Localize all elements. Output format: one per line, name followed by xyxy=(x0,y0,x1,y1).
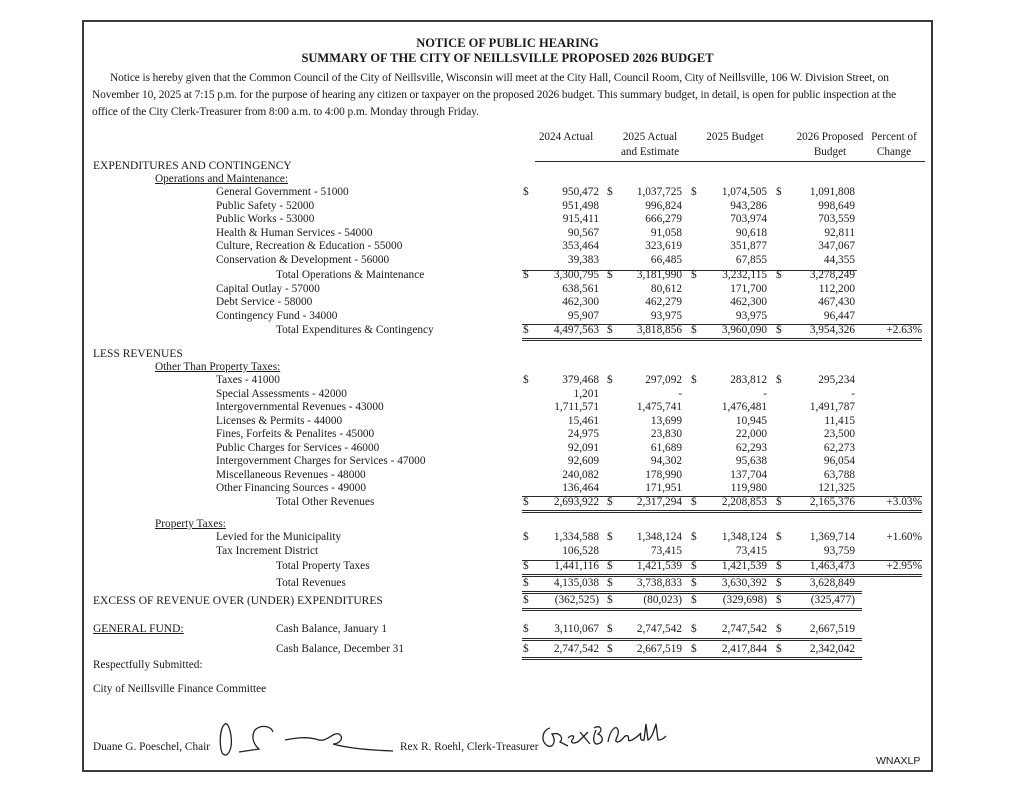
currency-symbol: $ xyxy=(776,496,782,508)
cell-col4: 112,200 xyxy=(818,282,855,295)
chair-name: Duane G. Poeschel, Chair xyxy=(93,741,211,753)
cell-col1: 3,300,795 xyxy=(553,269,599,281)
finance-committee: City of Neillsville Finance Committee xyxy=(93,683,267,695)
row-label: Intergovernmental Revenues - 43000 xyxy=(216,401,384,413)
cell-col1: 915,411 xyxy=(562,213,599,225)
currency-symbol: $ xyxy=(776,186,782,198)
row-label: Cash Balance, December 31 xyxy=(276,643,404,655)
cell-col1: 1,201 xyxy=(573,387,599,400)
currency-symbol: $ xyxy=(691,186,697,198)
row-label: Other Financing Sources - 49000 xyxy=(216,482,366,494)
cell-col4: 467,430 xyxy=(818,296,855,308)
cell-col2: 73,415 xyxy=(650,545,682,557)
cell-col3: 95,638 xyxy=(735,455,767,467)
currency-symbol: $ xyxy=(523,496,529,508)
cell-col2: 93,975 xyxy=(650,309,682,322)
currency-symbol: $ xyxy=(607,186,613,198)
cell-col2: 3,738,833 xyxy=(636,577,682,589)
cell-col3: 1,074,505 xyxy=(721,186,767,198)
notice-paragraph-line2: November 10, 2025 at 7:15 p.m. for the purpose of hearing any citizen or taxpayer on the proposed 2026 budget. This summary budget, in detail, is open for public inspection at the xyxy=(92,89,897,101)
cell-col3: 93,975 xyxy=(735,309,767,322)
clerk-name: Rex R. Roehl, Clerk-Treasurer xyxy=(400,741,539,753)
cell-col4: 2,342,042 xyxy=(809,643,855,655)
currency-symbol: $ xyxy=(776,374,782,386)
cell-col2: 2,317,294 xyxy=(636,496,682,508)
cell-col1: 950,472 xyxy=(562,186,599,198)
cell-col3: 62,293 xyxy=(735,441,767,454)
row-label: Fines, Forfeits & Penalites - 45000 xyxy=(216,428,375,440)
cell-col2: 1,475,741 xyxy=(636,401,682,413)
cell-col3: 22,000 xyxy=(735,428,767,440)
chair-signature-icon xyxy=(215,718,395,763)
currency-symbol: $ xyxy=(691,324,697,336)
cell-col2: 666,279 xyxy=(645,213,682,225)
cell-col4: 93,759 xyxy=(823,545,855,557)
currency-symbol: $ xyxy=(776,269,782,281)
row-label: Cash Balance, January 1 xyxy=(276,623,388,635)
row-label: Total Property Taxes xyxy=(276,560,370,572)
currency-symbol: $ xyxy=(607,560,613,572)
cell-col3: 3,232,115 xyxy=(722,269,767,281)
cell-col2: 1,037,725 xyxy=(636,186,682,198)
currency-symbol: $ xyxy=(691,269,697,281)
cell-percent-change: +3.03% xyxy=(886,496,922,508)
cell-col1: 136,464 xyxy=(562,482,599,494)
cell-col3: - xyxy=(763,387,767,400)
row-label: Contingency Fund - 34000 xyxy=(216,309,338,322)
notice-subtitle: SUMMARY OF THE CITY OF NEILLSVILLE PROPOSED 2026 BUDGET xyxy=(301,51,714,65)
cell-col2: 23,830 xyxy=(650,428,682,440)
cell-col1: 4,497,563 xyxy=(553,324,599,336)
cell-col3: 703,974 xyxy=(730,213,767,225)
currency-symbol: $ xyxy=(776,324,782,336)
currency-symbol: $ xyxy=(691,623,697,635)
currency-symbol: $ xyxy=(607,594,613,606)
row-label: General Government - 51000 xyxy=(216,186,349,198)
section-excess: EXCESS OF REVENUE OVER (UNDER) EXPENDITURES xyxy=(93,595,383,607)
cell-col3: 3,960,090 xyxy=(721,324,767,336)
col-header-percent-change: Percent of Change xyxy=(871,131,917,158)
cell-col4: 11,415 xyxy=(824,414,855,427)
currency-symbol: $ xyxy=(776,560,782,572)
cell-col2: 2,747,542 xyxy=(636,623,682,635)
currency-symbol: $ xyxy=(523,324,529,336)
cell-col2: 1,348,124 xyxy=(636,531,682,543)
row-label: Conservation & Development - 56000 xyxy=(216,253,390,266)
row-label: Miscellaneous Revenues - 48000 xyxy=(216,468,366,481)
cell-col4: - xyxy=(851,387,855,400)
cell-col4: 63,788 xyxy=(823,468,855,481)
subsection-ops-maint: Operations and Maintenance: xyxy=(155,173,289,185)
cell-percent-change: +2.95% xyxy=(886,560,922,572)
notice-title: NOTICE OF PUBLIC HEARING xyxy=(416,36,599,50)
cell-col3: 283,812 xyxy=(730,374,767,386)
currency-symbol: $ xyxy=(607,577,613,589)
cell-col2: 2,667,519 xyxy=(636,643,682,655)
cell-col1: 106,528 xyxy=(562,545,599,557)
cell-col4: 998,649 xyxy=(818,199,855,212)
cell-col2: 13,699 xyxy=(650,414,682,427)
currency-symbol: $ xyxy=(607,531,613,543)
cell-col2: 91,058 xyxy=(650,226,682,239)
cell-col1: 353,464 xyxy=(562,240,599,252)
publication-code: WNAXLP xyxy=(876,755,921,767)
currency-symbol: $ xyxy=(523,643,529,655)
currency-symbol: $ xyxy=(691,531,697,543)
cell-col2: 3,181,990 xyxy=(636,269,682,281)
cell-col2: 323,619 xyxy=(645,240,682,252)
cell-col4: 3,954,326 xyxy=(809,324,855,336)
cell-col3: 943,286 xyxy=(730,199,767,212)
row-label: Total Revenues xyxy=(276,577,346,589)
cell-col3: 2,417,844 xyxy=(721,643,767,655)
row-label: Taxes - 41000 xyxy=(216,374,280,386)
double-rule-cash-dec xyxy=(522,657,862,660)
double-rule-total-rev xyxy=(522,591,862,594)
cell-col4: 1,091,808 xyxy=(809,186,855,198)
cell-col3: 1,476,481 xyxy=(721,401,767,413)
cell-col4: 1,369,714 xyxy=(809,531,855,543)
cell-col1: 24,975 xyxy=(567,428,599,440)
row-label: Total Expenditures & Contingency xyxy=(276,324,434,336)
cell-col1: 92,609 xyxy=(567,455,599,467)
currency-symbol: $ xyxy=(776,623,782,635)
cell-col3: 1,421,539 xyxy=(721,560,767,572)
cell-col4: 3,278,249 xyxy=(809,269,855,281)
cell-col1: 638,561 xyxy=(562,282,599,295)
row-label: Tax Increment District xyxy=(216,545,319,557)
cell-col4: 23,500 xyxy=(823,428,855,440)
notice-paragraph-line1: Notice is hereby given that the Common Council of the City of Neillsville, Wisconsin will meet at the City Hall, Council Room, City of Neillsville, 106 W. Division Street, on xyxy=(110,72,889,84)
currency-symbol: $ xyxy=(607,324,613,336)
cell-col3: 171,700 xyxy=(730,282,767,295)
currency-symbol: $ xyxy=(607,374,613,386)
cell-col4: 62,273 xyxy=(823,441,855,454)
double-rule-cash-jan xyxy=(522,638,862,641)
currency-symbol: $ xyxy=(776,643,782,655)
cell-col1: 3,110,067 xyxy=(554,623,599,635)
cell-col4: 1,463,473 xyxy=(809,560,855,572)
currency-symbol: $ xyxy=(691,560,697,572)
row-label: Public Works - 53000 xyxy=(216,213,315,225)
currency-symbol: $ xyxy=(523,577,529,589)
cell-col1: (362,525) xyxy=(554,594,599,606)
subsection-property-taxes: Property Taxes: xyxy=(155,518,226,530)
currency-symbol: $ xyxy=(776,594,782,606)
cell-col3: 2,747,542 xyxy=(721,623,767,635)
cell-col4: (325,477) xyxy=(810,594,855,606)
double-rule-total-exp xyxy=(522,338,922,341)
cell-col3: 90,618 xyxy=(735,226,767,239)
rule-before-total-exp xyxy=(522,324,922,325)
subsection-other-than-property: Other Than Property Taxes: xyxy=(155,361,281,373)
cell-percent-change: +2.63% xyxy=(886,324,922,336)
cell-col4: 295,234 xyxy=(818,374,855,386)
cell-col3: 462,300 xyxy=(730,296,767,308)
currency-symbol: $ xyxy=(776,531,782,543)
col-header-2025-actual-estimate: 2025 Actual and Estimate xyxy=(620,131,680,158)
cell-col1: 2,693,922 xyxy=(553,496,599,508)
col-header-2025-budget: 2025 Budget xyxy=(706,131,764,143)
cell-col1: 39,383 xyxy=(567,253,599,266)
cell-col1: 15,461 xyxy=(567,414,599,427)
cell-col3: 2,208,853 xyxy=(721,496,767,508)
cell-col1: 1,441,116 xyxy=(554,560,599,572)
currency-symbol: $ xyxy=(691,496,697,508)
cell-col2: 1,421,539 xyxy=(636,560,682,572)
cell-col4: 2,667,519 xyxy=(809,623,855,635)
currency-symbol: $ xyxy=(523,531,529,543)
currency-symbol: $ xyxy=(523,186,529,198)
cell-col4: 2,165,376 xyxy=(809,496,855,508)
cell-col1: 951,498 xyxy=(562,199,599,212)
row-label: Public Safety - 52000 xyxy=(216,199,315,212)
cell-col2: 996,824 xyxy=(645,199,682,212)
currency-symbol: $ xyxy=(523,623,529,635)
cell-col1: 240,082 xyxy=(562,468,599,481)
cell-col1: 379,468 xyxy=(562,374,599,386)
double-rule-total-prop xyxy=(522,574,922,577)
currency-symbol: $ xyxy=(691,374,697,386)
row-label: Special Assessments - 42000 xyxy=(216,387,347,400)
cell-col4: 1,491,787 xyxy=(809,401,855,413)
currency-symbol: $ xyxy=(607,623,613,635)
double-rule-total-other xyxy=(522,510,922,513)
row-label: Debt Service - 58000 xyxy=(216,296,313,308)
cell-col4: 92,811 xyxy=(824,226,855,239)
currency-symbol: $ xyxy=(691,643,697,655)
cell-col4: 121,325 xyxy=(818,482,855,494)
row-label: Culture, Recreation & Education - 55000 xyxy=(216,240,403,252)
cell-col1: 95,907 xyxy=(567,309,599,322)
section-expenditures: EXPENDITURES AND CONTINGENCY xyxy=(93,160,292,172)
currency-symbol: $ xyxy=(691,577,697,589)
cell-col3: 137,704 xyxy=(730,468,767,481)
row-label: Levied for the Municipality xyxy=(216,531,342,543)
cell-col3: 10,945 xyxy=(735,414,767,427)
cell-col4: 96,447 xyxy=(823,309,855,322)
cell-col4: 44,355 xyxy=(823,253,855,266)
clerk-signature-icon xyxy=(538,720,668,756)
cell-col1: 92,091 xyxy=(567,441,599,454)
rule-before-total-other xyxy=(522,496,922,497)
row-label: Health & Human Services - 54000 xyxy=(216,226,373,239)
cell-percent-change: +1.60% xyxy=(886,531,922,543)
cell-col3: 67,855 xyxy=(735,253,767,266)
cell-col4: 347,067 xyxy=(818,240,855,252)
cell-col2: 66,485 xyxy=(650,253,682,266)
row-label: Total Other Revenues xyxy=(276,496,375,508)
currency-symbol: $ xyxy=(607,643,613,655)
header-underline xyxy=(535,161,925,162)
currency-symbol: $ xyxy=(523,560,529,572)
section-less-revenues: LESS REVENUES xyxy=(93,348,183,360)
currency-symbol: $ xyxy=(607,496,613,508)
cell-col3: 3,630,392 xyxy=(721,577,767,589)
cell-col1: 90,567 xyxy=(567,226,599,239)
rule-before-total-om xyxy=(522,270,857,271)
currency-symbol: $ xyxy=(523,594,529,606)
currency-symbol: $ xyxy=(607,269,613,281)
currency-symbol: $ xyxy=(691,594,697,606)
row-label: Capital Outlay - 57000 xyxy=(216,282,320,295)
row-label: Intergovernment Charges for Services - 47000 xyxy=(216,455,426,467)
respectfully-submitted: Respectfully Submitted: xyxy=(93,659,203,671)
cell-col2: (80,023) xyxy=(643,594,682,606)
cell-col1: 1,334,588 xyxy=(553,531,599,543)
cell-col2: - xyxy=(678,387,682,400)
cell-col2: 178,990 xyxy=(645,468,682,481)
cell-col3: 119,980 xyxy=(730,482,767,494)
cell-col3: 73,415 xyxy=(735,545,767,557)
row-label: Public Charges for Services - 46000 xyxy=(216,441,380,454)
cell-col4: 3,628,849 xyxy=(809,577,855,589)
row-label: Total Operations & Maintenance xyxy=(276,269,425,281)
cell-col3: 1,348,124 xyxy=(721,531,767,543)
cell-col2: 61,689 xyxy=(650,441,682,454)
cell-col2: 80,612 xyxy=(650,282,682,295)
cell-col2: 3,818,856 xyxy=(636,324,682,336)
cell-col4: 703,559 xyxy=(818,213,855,225)
section-general-fund: GENERAL FUND: xyxy=(93,623,184,635)
cell-col2: 297,092 xyxy=(645,374,682,386)
cell-col1: 462,300 xyxy=(562,296,599,308)
cell-col1: 1,711,571 xyxy=(554,401,599,413)
double-rule-excess xyxy=(522,608,862,611)
currency-symbol: $ xyxy=(523,374,529,386)
cell-col3: (329,698) xyxy=(722,594,767,606)
rule-before-total-prop xyxy=(522,560,922,561)
cell-col4: 96,054 xyxy=(823,455,855,467)
col-header-2024-actual: 2024 Actual xyxy=(538,131,594,143)
row-label: Licenses & Permits - 44000 xyxy=(216,414,343,427)
currency-symbol: $ xyxy=(523,269,529,281)
col-header-2026-proposed: 2026 Proposed Budget xyxy=(796,131,864,158)
notice-paragraph-line3: office of the City Clerk-Treasurer from 8:00 a.m. to 4:00 p.m. Monday through Friday. xyxy=(92,106,479,118)
cell-col2: 462,279 xyxy=(645,296,682,308)
cell-col3: 351,877 xyxy=(730,240,767,252)
cell-col1: 2,747,542 xyxy=(553,643,599,655)
cell-col2: 171,951 xyxy=(645,482,682,494)
cell-col2: 94,302 xyxy=(650,455,682,467)
currency-symbol: $ xyxy=(776,577,782,589)
cell-col1: 4,135,038 xyxy=(553,577,599,589)
